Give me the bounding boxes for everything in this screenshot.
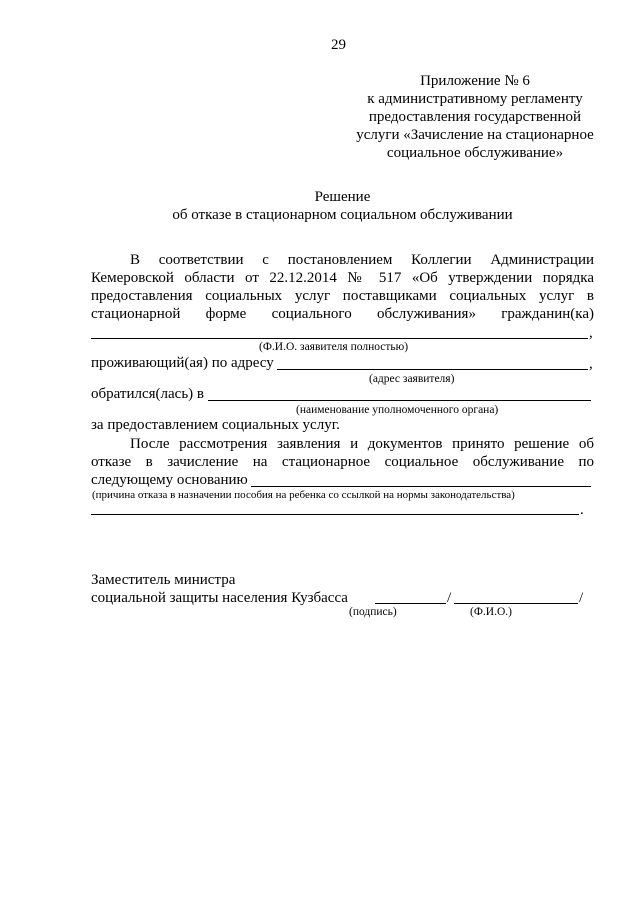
organ-blank-line — [208, 400, 591, 401]
reason-blank-line-2 — [91, 514, 579, 515]
signature-fio-caption: (Ф.И.О.) — [470, 606, 512, 618]
sign-caption: (подпись) — [349, 606, 397, 618]
applied-label: обратился(лась) в — [91, 386, 204, 402]
signature-blank-line — [375, 603, 446, 604]
title-line-2: об отказе в стационарном социальном обслуживании — [172, 207, 513, 223]
appendix-line-3: предоставления государственной — [368, 109, 582, 125]
paragraph-1-line-4: стационарной форме социального обслуживания» гражданин(ка) — [91, 306, 594, 322]
appendix-line-2: к административному регламенту — [367, 91, 583, 107]
signature-slash-1: / — [447, 590, 452, 606]
paragraph-1-line-1: В соответствии с постановлением Коллегии Администрации — [130, 252, 594, 268]
reason-blank-line-1 — [251, 486, 591, 487]
fio-comma: , — [589, 325, 593, 341]
appendix-line-1: Приложение № 6 — [420, 73, 530, 89]
service-line: за предоставлением социальных услуг. — [91, 417, 340, 433]
page-number: 29 — [331, 37, 346, 53]
reason-label: следующему основанию — [91, 472, 248, 488]
appendix-line-4: услуги «Зачисление на стационарное — [356, 127, 594, 143]
reason-period: . — [580, 502, 584, 518]
fio-blank-line — [91, 338, 588, 339]
organ-caption: (наименование уполномоченного органа) — [296, 404, 499, 416]
appendix-line-5: социальное обслуживание» — [386, 145, 564, 161]
fio-signature-blank-line — [454, 603, 578, 604]
address-comma: , — [589, 356, 593, 372]
signatory-title-line-1: Заместитель министра — [91, 572, 236, 588]
address-caption: (адрес заявителя) — [369, 373, 455, 385]
reason-caption: (причина отказа в назначении пособия на ребенка со ссылкой на нормы законодательства) — [92, 489, 515, 501]
address-label: проживающий(ая) по адресу — [91, 355, 274, 371]
paragraph-2-line-1: После рассмотрения заявления и документов принято решение об — [130, 436, 594, 452]
address-blank-line — [277, 369, 588, 370]
title-line-1: Решение — [314, 189, 371, 205]
fio-caption: (Ф.И.О. заявителя полностью) — [259, 341, 409, 353]
signature-slash-2: / — [579, 590, 584, 606]
appendix-block — [330, 72, 620, 162]
paragraph-1-line-3: предоставления социальных услуг поставщиками социальных услуг в — [91, 288, 594, 304]
document-title — [91, 188, 594, 224]
paragraph-2-line-2: отказе в зачисление на стационарное социальное обслуживание по — [91, 454, 594, 470]
signatory-title-line-2: социальной защиты населения Кузбасса — [91, 590, 348, 606]
paragraph-1-line-2: Кемеровской области от 22.12.2014 № 517 «Об утверждении порядка — [91, 270, 594, 286]
